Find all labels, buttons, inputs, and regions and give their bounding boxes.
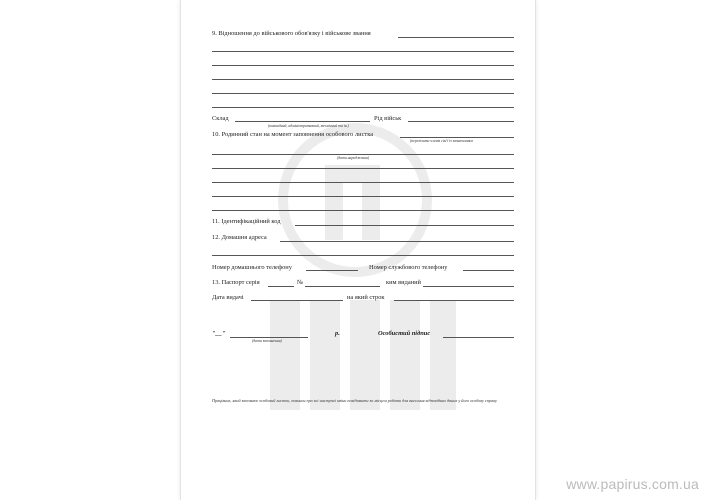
term-line[interactable]: [394, 300, 514, 301]
home-address-line[interactable]: [280, 241, 514, 242]
work-phone-label: Номер службового телефону: [369, 264, 448, 271]
site-url-watermark: www.papirus.com.ua: [566, 476, 699, 492]
tax-id-label: 11. Ідентифікаційний код: [212, 218, 281, 225]
military-line-4[interactable]: [212, 79, 514, 80]
home-phone-label: Номер домашнього телефону: [212, 264, 292, 271]
rid-viysk-line[interactable]: [408, 121, 514, 122]
sklad-label: Склад: [212, 115, 229, 122]
home-address-label: 12. Домашня адреса: [212, 234, 267, 241]
family-line-3[interactable]: [212, 168, 514, 169]
issued-by-line[interactable]: [423, 286, 514, 287]
signature-label: Особистий підпис: [378, 330, 431, 337]
home-phone-line[interactable]: [306, 270, 358, 271]
rid-viysk-label: Рід військ: [374, 115, 402, 122]
military-line-2[interactable]: [212, 51, 514, 52]
home-address-line-2[interactable]: [212, 255, 514, 256]
sklad-line[interactable]: [235, 121, 370, 122]
form-page: [180, 0, 536, 500]
family-line-6[interactable]: [212, 210, 514, 211]
signature-line[interactable]: [443, 337, 514, 338]
passport-number-label: №: [297, 279, 304, 286]
issue-date-line[interactable]: [251, 300, 343, 301]
family-line-4[interactable]: [212, 182, 514, 183]
family-status-label: 10. Родинний стан на момент заповнення особового листка: [212, 131, 374, 138]
military-status-line[interactable]: [398, 37, 514, 38]
family-line-2[interactable]: [212, 154, 514, 155]
military-line-3[interactable]: [212, 65, 514, 66]
sklad-hint: (командний, адміністративний, технічний та ін.): [268, 124, 349, 128]
footnote: Працівник, який заповнює особовий листок, повинен про всі наступні зміни повідомити за місцем роботи для внесення відповідних даних у його особову справу.: [212, 398, 498, 403]
family-status-line[interactable]: [400, 137, 514, 138]
military-line-5[interactable]: [212, 93, 514, 94]
family-hint: (перелічити членів сім'ї із зазначенням: [410, 139, 473, 143]
year-label: р.: [335, 330, 340, 337]
tax-id-line[interactable]: [295, 225, 514, 226]
passport-series-line[interactable]: [268, 286, 294, 287]
issue-date-label: Дата видачі: [212, 294, 244, 301]
family-line-5[interactable]: [212, 196, 514, 197]
fill-date-line[interactable]: [230, 337, 308, 338]
passport-series-label: 13. Паспорт серія: [212, 279, 260, 286]
term-label: на який строк: [347, 294, 385, 301]
military-line-6[interactable]: [212, 107, 514, 108]
work-phone-line[interactable]: [463, 270, 514, 271]
fill-date-hint: (дата заповнення): [252, 339, 282, 343]
military-status-label: 9. Відношення до військового обов'язку і військове звання: [212, 30, 371, 37]
issued-by-label: ким виданий: [386, 279, 421, 286]
fill-date-quote: "__": [212, 330, 226, 337]
birth-date-hint: (дати народження): [337, 156, 370, 160]
passport-number-line[interactable]: [305, 286, 380, 287]
